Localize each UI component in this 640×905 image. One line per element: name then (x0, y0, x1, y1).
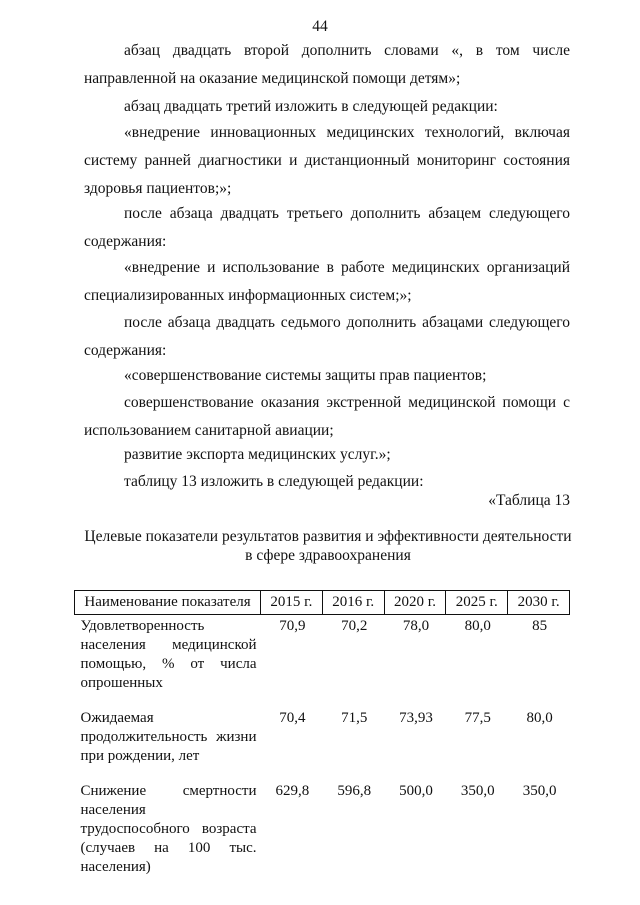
paragraph-3: «внедрение инновационных медицинских технологий, включая систему ранней диагностики и дистанционный мониторинг состояния здоровья пациентов;»; (84, 124, 570, 197)
table-cell: 629,8 (275, 783, 310, 799)
table-title: Целевые показатели результатов развития и эффективности деятельности в сфере здравоохранения (84, 528, 572, 564)
paragraph-10: таблицу 13 изложить в следующей редакции: (124, 473, 424, 490)
table-cell: 77,5 (464, 710, 491, 726)
table-cell: 78,0 (402, 618, 430, 634)
table-cell: 85 (532, 618, 548, 634)
paragraph-5: «внедрение и использование в работе медицинских организаций специализированных информационных систем;»; (84, 259, 570, 304)
table-row (75, 782, 570, 877)
table-header-cell: 2016 г. (322, 591, 384, 615)
table-header-cell: Наименование показателя (75, 591, 261, 615)
table-header-cell: 2030 г. (508, 591, 570, 615)
table-cell: 350,0 (460, 783, 495, 799)
table-cell: 596,8 (337, 783, 372, 799)
table-row (75, 615, 570, 710)
table-cell: 70,9 (279, 618, 306, 634)
table-row (75, 709, 570, 782)
table-header-cell: 2020 г. (384, 591, 446, 615)
table-cell: 71,5 (341, 710, 368, 726)
page-number: 44 (312, 18, 328, 35)
table-cell: 80,0 (526, 710, 553, 726)
paragraph-2: абзац двадцать третий изложить в следующей редакции: (124, 98, 498, 115)
indicator-name: Удовлетворенность населения медицинской помощью, % от числа опрошенных (80, 618, 257, 691)
table-header-row (75, 591, 570, 615)
table-label: «Таблица 13 (488, 492, 570, 509)
table-cell: 350,0 (522, 783, 557, 799)
table-cell: 500,0 (399, 783, 433, 799)
indicator-name: Снижение смертности населения трудоспособного возраста (случаев на 100 тыс. населения) (80, 783, 257, 875)
table-cell: 80,0 (464, 618, 491, 634)
table-cell: 70,4 (279, 710, 306, 726)
table-cell: 70,2 (341, 618, 368, 634)
paragraph-6: после абзаца двадцать седьмого дополнить абзацами следующего содержания: (84, 314, 570, 359)
indicator-name: Ожидаемая продолжительность жизни при рождении, лет (80, 710, 257, 764)
paragraph-7: «совершенствование системы защиты прав пациентов; (124, 367, 487, 384)
paragraph-8: совершенствование оказания экстренной медицинской помощи с использованием санитарной авиации; (84, 394, 570, 439)
paragraph-1: абзац двадцать второй дополнить словами «, в том числе направленной на оказание медицинской помощи детям»; (84, 42, 570, 87)
paragraph-4: после абзаца двадцать третьего дополнить абзацем следующего содержания: (84, 205, 570, 250)
table-header-cell: 2015 г. (261, 591, 323, 615)
table-header-cell: 2025 г. (446, 591, 508, 615)
paragraph-9: развитие экспорта медицинских услуг.»; (124, 446, 391, 463)
indicators-table (74, 590, 570, 877)
table-cell: 73,93 (399, 710, 433, 726)
